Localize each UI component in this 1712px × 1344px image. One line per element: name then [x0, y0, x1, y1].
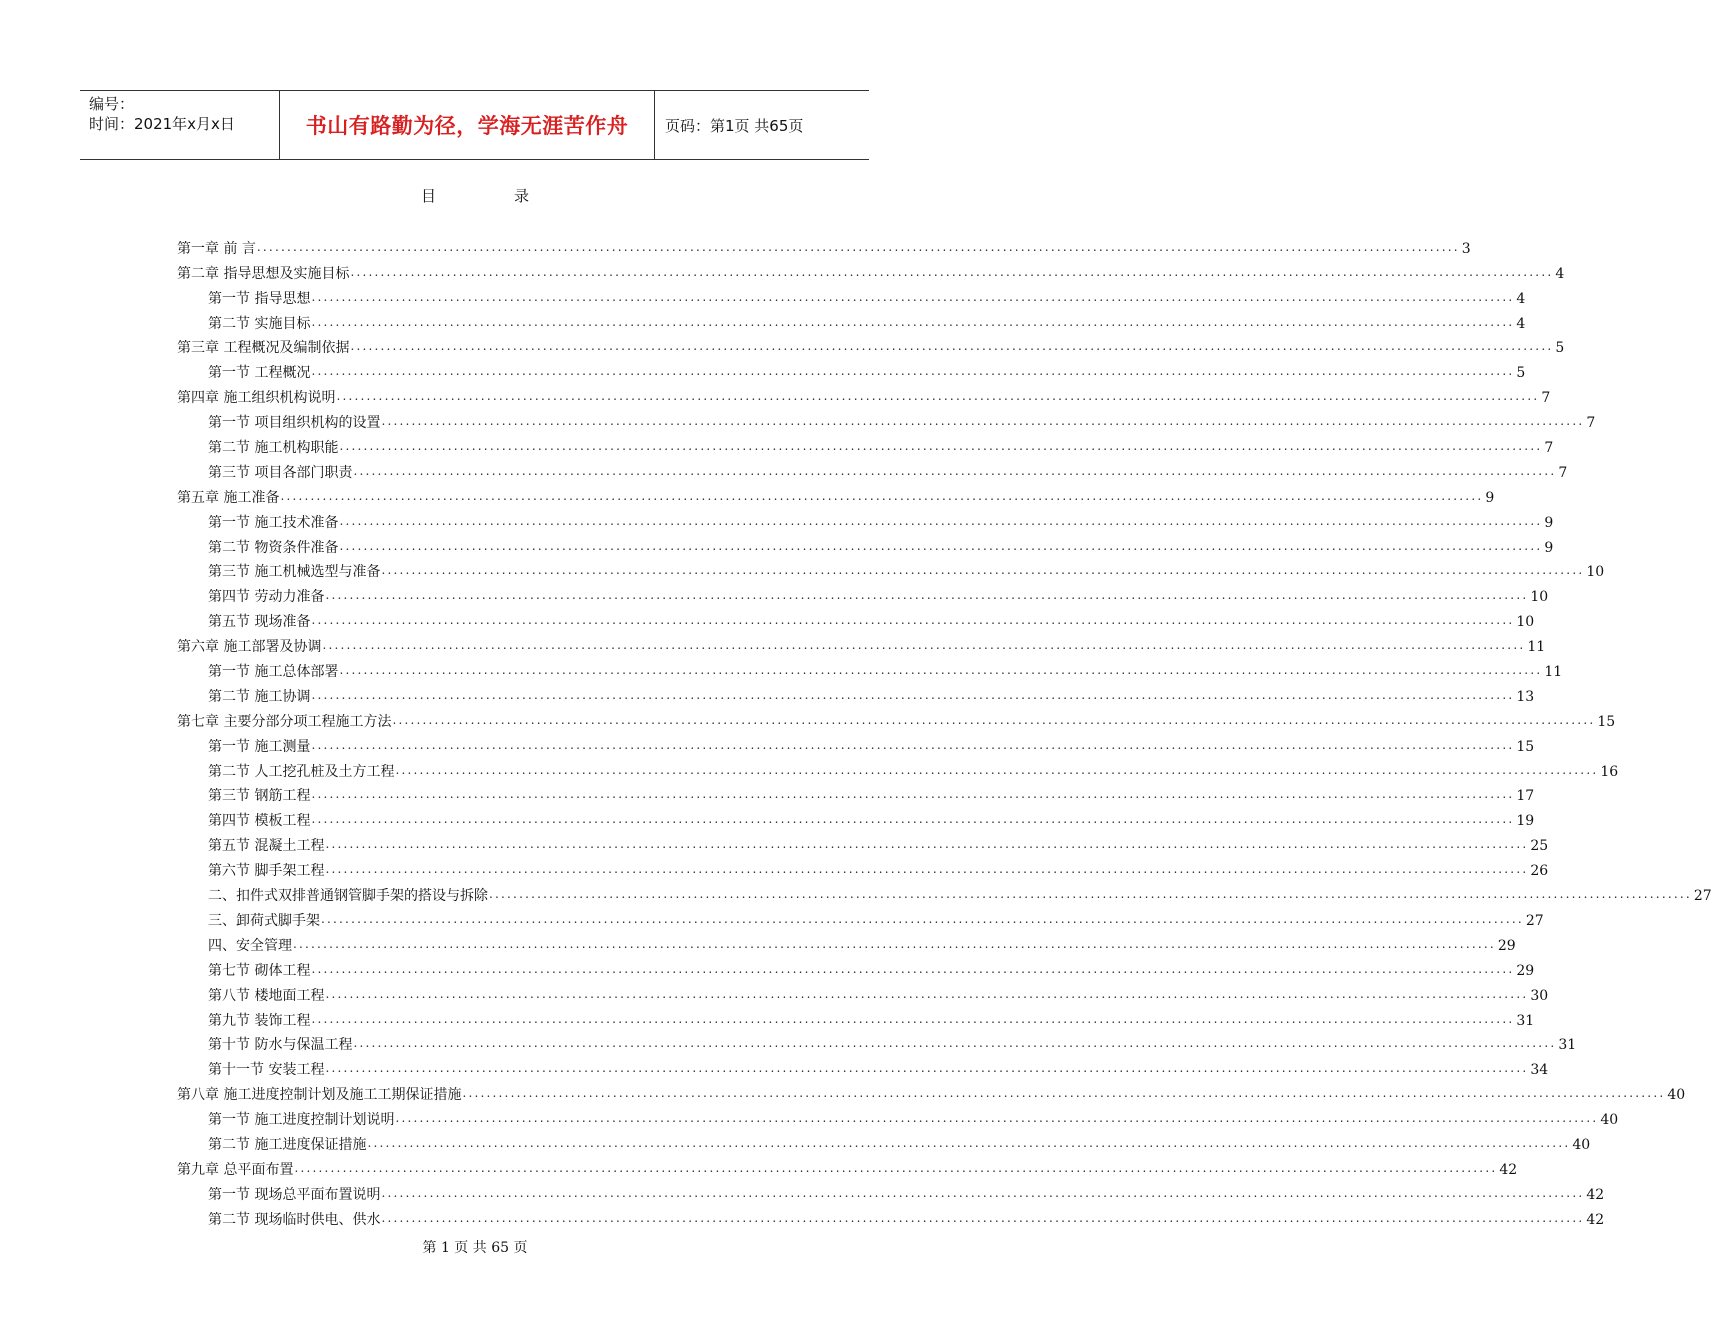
toc-entry-page: 42 — [1586, 1211, 1605, 1228]
toc-entry-title: 第八节 楼地面工程 — [208, 987, 325, 1004]
toc-entry[interactable] — [208, 955, 1535, 980]
toc-entry[interactable] — [177, 482, 1495, 507]
toc-entry-title: 第五章 施工准备 — [177, 489, 280, 506]
toc-leader-dots: ........................................................................................................................................................................................................ — [367, 1135, 1571, 1150]
toc-entry-title: 第七节 砌体工程 — [208, 962, 311, 979]
toc-entry-title: 第一节 施工进度控制计划说明 — [208, 1112, 395, 1129]
toc-entry-page: 9 — [1544, 514, 1554, 531]
toc-leader-dots: ........................................................................................................................................................................................................ — [336, 389, 1540, 404]
toc-leader-dots: ........................................................................................................................................................................................................ — [381, 1185, 1585, 1200]
toc-leader-dots: ........................................................................................................................................................................................................ — [353, 1036, 1557, 1051]
toc-entry-page: 42 — [1586, 1186, 1605, 1203]
page-footer: 第 1 页 共 65 页 — [422, 1240, 528, 1256]
toc-entry-page: 31 — [1558, 1037, 1577, 1054]
toc-entry[interactable] — [208, 830, 1549, 855]
toc-entry-title: 第七章 主要分部分项工程施工方法 — [177, 713, 392, 730]
toc-leader-dots: ........................................................................................................................................................................................................ — [294, 1160, 1498, 1175]
toc-entry[interactable] — [208, 308, 1526, 333]
toc-entry-page: 9 — [1485, 489, 1495, 506]
toc-entry-page: 25 — [1530, 838, 1549, 855]
toc-title — [0, 185, 950, 206]
toc-entry[interactable] — [208, 980, 1549, 1005]
toc-leader-dots: ........................................................................................................................................................................................................ — [311, 787, 1515, 802]
toc-entry-page: 4 — [1516, 315, 1526, 332]
toc-entry-title: 第一节 施工总体部署 — [208, 664, 339, 681]
toc-leader-dots: ........................................................................................................................................................................................................ — [339, 663, 1543, 678]
toc-entry-title: 第四章 施工组织机构说明 — [177, 390, 336, 407]
toc-entry-title: 第二节 物资条件准备 — [208, 539, 339, 556]
toc-entry[interactable] — [208, 656, 1563, 681]
toc-leader-dots: ........................................................................................................................................................................................................ — [280, 488, 1484, 503]
toc-entry-page: 31 — [1516, 1012, 1535, 1029]
toc-entry[interactable] — [177, 233, 1471, 258]
toc-entry[interactable] — [208, 1030, 1577, 1055]
toc-entry[interactable] — [208, 407, 1596, 432]
toc-entry[interactable] — [208, 1104, 1619, 1129]
toc-entry-title: 第一节 现场总平面布置说明 — [208, 1186, 381, 1203]
toc-entry[interactable] — [208, 581, 1549, 606]
toc-entry[interactable] — [208, 905, 1544, 930]
toc-entry-page: 10 — [1586, 564, 1605, 581]
toc-entry-page: 13 — [1516, 688, 1535, 705]
toc-entry-page: 27 — [1525, 912, 1544, 929]
toc-leader-dots: ........................................................................................................................................................................................................ — [311, 812, 1515, 827]
toc-leader-dots: ........................................................................................................................................................................................................ — [321, 911, 1524, 926]
number-label: 编号： — [89, 95, 135, 113]
toc-leader-dots: ........................................................................................................................................................................................................ — [339, 538, 1543, 553]
toc-entry-title: 第三节 钢筋工程 — [208, 788, 311, 805]
toc-entry[interactable] — [177, 1154, 1518, 1179]
toc-entry-page: 15 — [1516, 738, 1535, 755]
toc-entry-page: 30 — [1530, 987, 1549, 1004]
toc-entry[interactable] — [208, 855, 1549, 880]
toc-entry[interactable] — [208, 432, 1554, 457]
toc-entry-page: 27 — [1693, 888, 1712, 905]
toc-entry-page: 40 — [1600, 1112, 1619, 1129]
toc-entry[interactable] — [177, 258, 1565, 283]
toc-entry-page: 4 — [1555, 265, 1565, 282]
toc-leader-dots: ........................................................................................................................................................................................................ — [325, 1061, 1529, 1076]
toc-entry[interactable] — [208, 457, 1568, 482]
toc-entry-title: 第九节 装饰工程 — [208, 1012, 311, 1029]
toc-entry[interactable] — [208, 1005, 1535, 1030]
toc-leader-dots: ........................................................................................................................................................................................................ — [322, 638, 1526, 653]
toc-leader-dots: ........................................................................................................................................................................................................ — [350, 264, 1554, 279]
toc-leader-dots: ........................................................................................................................................................................................................ — [311, 1011, 1515, 1026]
toc-entry-page: 19 — [1516, 813, 1535, 830]
toc-entry[interactable] — [177, 706, 1616, 731]
time-label: 时间：2021年x月x日 — [89, 115, 235, 133]
toc-leader-dots: ........................................................................................................................................................................................................ — [489, 887, 1692, 902]
toc-entry-title: 第十节 防水与保温工程 — [208, 1037, 353, 1054]
toc-leader-dots: ........................................................................................................................................................................................................ — [311, 737, 1515, 752]
toc-entry-title: 第六章 施工部署及协调 — [177, 639, 322, 656]
toc-entry-title: 第一节 工程概况 — [208, 365, 311, 382]
toc-leader-dots: ........................................................................................................................................................................................................ — [311, 961, 1515, 976]
toc-entry-page: 7 — [1558, 464, 1568, 481]
toc-leader-dots: ........................................................................................................................................................................................................ — [392, 712, 1596, 727]
toc-entry[interactable] — [208, 557, 1605, 582]
toc-leader-dots: ........................................................................................................................................................................................................ — [339, 513, 1543, 528]
toc-leader-dots: ........................................................................................................................................................................................................ — [311, 687, 1515, 702]
toc-entry-page: 40 — [1572, 1136, 1591, 1153]
toc-entry-title: 第一章 前 言 — [177, 240, 256, 257]
toc-entry[interactable] — [208, 805, 1535, 830]
toc-title-left: 目 — [420, 187, 436, 205]
toc-entry-page: 40 — [1667, 1087, 1686, 1104]
toc-entry-page: 29 — [1516, 962, 1535, 979]
toc-leader-dots: ........................................................................................................................................................................................................ — [381, 414, 1585, 429]
toc-entry[interactable] — [208, 1054, 1549, 1079]
toc-entry-title: 第二节 人工挖孔桩及土方工程 — [208, 763, 395, 780]
toc-title-right: 录 — [514, 187, 530, 205]
toc-entry-title: 第二节 现场临时供电、供水 — [208, 1211, 381, 1228]
header-meta — [80, 91, 280, 159]
toc-entry-page: 7 — [1586, 415, 1596, 432]
toc-entry-title: 第四节 模板工程 — [208, 813, 311, 830]
toc-entry-title: 第二节 施工进度保证措施 — [208, 1136, 367, 1153]
toc-entry-title: 第九章 总平面布置 — [177, 1161, 294, 1178]
toc-entry-title: 第三节 项目各部门职责 — [208, 464, 353, 481]
toc-entry[interactable] — [208, 532, 1554, 557]
toc-entry-title: 第五节 混凝土工程 — [208, 838, 325, 855]
toc-entry-page: 3 — [1461, 240, 1471, 257]
toc-entry-page: 29 — [1497, 937, 1516, 954]
toc-entry-page: 7 — [1544, 440, 1554, 457]
toc-entry[interactable] — [208, 1204, 1605, 1229]
toc-entry-title: 第五节 现场准备 — [208, 614, 311, 631]
toc-entry-title: 二、扣件式双排普通钢管脚手架的搭设与拆除 — [208, 888, 488, 905]
toc-entry[interactable] — [208, 1129, 1591, 1154]
toc-entry-title: 第八章 施工进度控制计划及施工工期保证措施 — [177, 1087, 462, 1104]
header-motto: 书山有路勤为径，学海无涯苦作舟 — [280, 91, 655, 159]
toc-entry[interactable] — [208, 880, 1712, 905]
toc-leader-dots: ........................................................................................................................................................................................................ — [325, 837, 1529, 852]
toc-leader-dots: ........................................................................................................................................................................................................ — [256, 239, 1460, 254]
toc-entry-page: 42 — [1499, 1161, 1518, 1178]
toc-leader-dots: ........................................................................................................................................................................................................ — [325, 862, 1529, 877]
toc-entry-page: 7 — [1541, 390, 1551, 407]
header-page-info: 页码：第1页 共65页 — [665, 116, 804, 135]
toc-entry[interactable] — [208, 283, 1526, 308]
table-of-contents — [177, 233, 1712, 1229]
toc-entry[interactable] — [177, 333, 1565, 358]
toc-entry-title: 第一节 施工测量 — [208, 738, 311, 755]
toc-leader-dots: ........................................................................................................................................................................................................ — [311, 289, 1515, 304]
toc-leader-dots: ........................................................................................................................................................................................................ — [325, 588, 1529, 603]
toc-entry-title: 第二节 施工机构职能 — [208, 440, 339, 457]
toc-leader-dots: ........................................................................................................................................................................................................ — [350, 339, 1554, 354]
toc-entry[interactable] — [208, 507, 1554, 532]
toc-leader-dots: ........................................................................................................................................................................................................ — [395, 762, 1599, 777]
toc-entry-page: 16 — [1600, 763, 1619, 780]
toc-entry-title: 第一节 指导思想 — [208, 290, 311, 307]
toc-leader-dots: ........................................................................................................................................................................................................ — [311, 613, 1515, 628]
toc-entry-page: 4 — [1516, 290, 1526, 307]
document-header — [80, 90, 869, 160]
toc-entry-title: 第一节 施工技术准备 — [208, 514, 339, 531]
toc-entry-title: 四、安全管理 — [208, 937, 292, 954]
toc-entry-title: 第三章 工程概况及编制依据 — [177, 340, 350, 357]
toc-entry-title: 第二节 实施目标 — [208, 315, 311, 332]
toc-entry[interactable] — [208, 930, 1516, 955]
toc-entry-title: 第六节 脚手架工程 — [208, 863, 325, 880]
toc-leader-dots: ........................................................................................................................................................................................................ — [293, 936, 1496, 951]
toc-leader-dots: ........................................................................................................................................................................................................ — [311, 314, 1515, 329]
toc-leader-dots: ........................................................................................................................................................................................................ — [311, 364, 1515, 379]
toc-entry-title: 第三节 施工机械选型与准备 — [208, 564, 381, 581]
toc-leader-dots: ........................................................................................................................................................................................................ — [339, 439, 1543, 454]
toc-entry-page: 34 — [1530, 1062, 1549, 1079]
toc-entry-page: 15 — [1597, 713, 1616, 730]
toc-entry-page: 10 — [1530, 589, 1549, 606]
toc-entry[interactable] — [208, 606, 1535, 631]
toc-entry[interactable] — [208, 357, 1526, 382]
toc-entry-title: 第二章 指导思想及实施目标 — [177, 265, 350, 282]
toc-entry[interactable] — [208, 781, 1535, 806]
toc-entry[interactable] — [177, 631, 1546, 656]
toc-leader-dots: ........................................................................................................................................................................................................ — [462, 1086, 1666, 1101]
toc-leader-dots: ........................................................................................................................................................................................................ — [325, 986, 1529, 1001]
toc-entry-page: 17 — [1516, 788, 1535, 805]
toc-entry[interactable] — [208, 1179, 1605, 1204]
toc-entry[interactable] — [208, 681, 1535, 706]
toc-leader-dots: ........................................................................................................................................................................................................ — [381, 1210, 1585, 1225]
toc-entry-page: 5 — [1516, 365, 1526, 382]
toc-entry-page: 10 — [1516, 614, 1535, 631]
toc-entry-page: 9 — [1544, 539, 1554, 556]
toc-entry-page: 11 — [1527, 639, 1546, 656]
toc-entry-title: 第十一节 安装工程 — [208, 1062, 325, 1079]
toc-leader-dots: ........................................................................................................................................................................................................ — [381, 563, 1585, 578]
toc-entry-title: 第一节 项目组织机构的设置 — [208, 415, 381, 432]
toc-entry-page: 5 — [1555, 340, 1565, 357]
toc-entry[interactable] — [177, 382, 1551, 407]
toc-entry-page: 11 — [1544, 664, 1563, 681]
toc-leader-dots: ........................................................................................................................................................................................................ — [395, 1111, 1599, 1126]
toc-entry-page: 26 — [1530, 863, 1549, 880]
toc-entry-title: 第二节 施工协调 — [208, 688, 311, 705]
toc-entry[interactable] — [177, 1079, 1686, 1104]
toc-leader-dots: ........................................................................................................................................................................................................ — [353, 463, 1557, 478]
toc-entry[interactable] — [208, 756, 1619, 781]
toc-entry-title: 第四节 劳动力准备 — [208, 589, 325, 606]
toc-entry-title: 三、卸荷式脚手架 — [208, 912, 320, 929]
toc-entry[interactable] — [208, 731, 1535, 756]
